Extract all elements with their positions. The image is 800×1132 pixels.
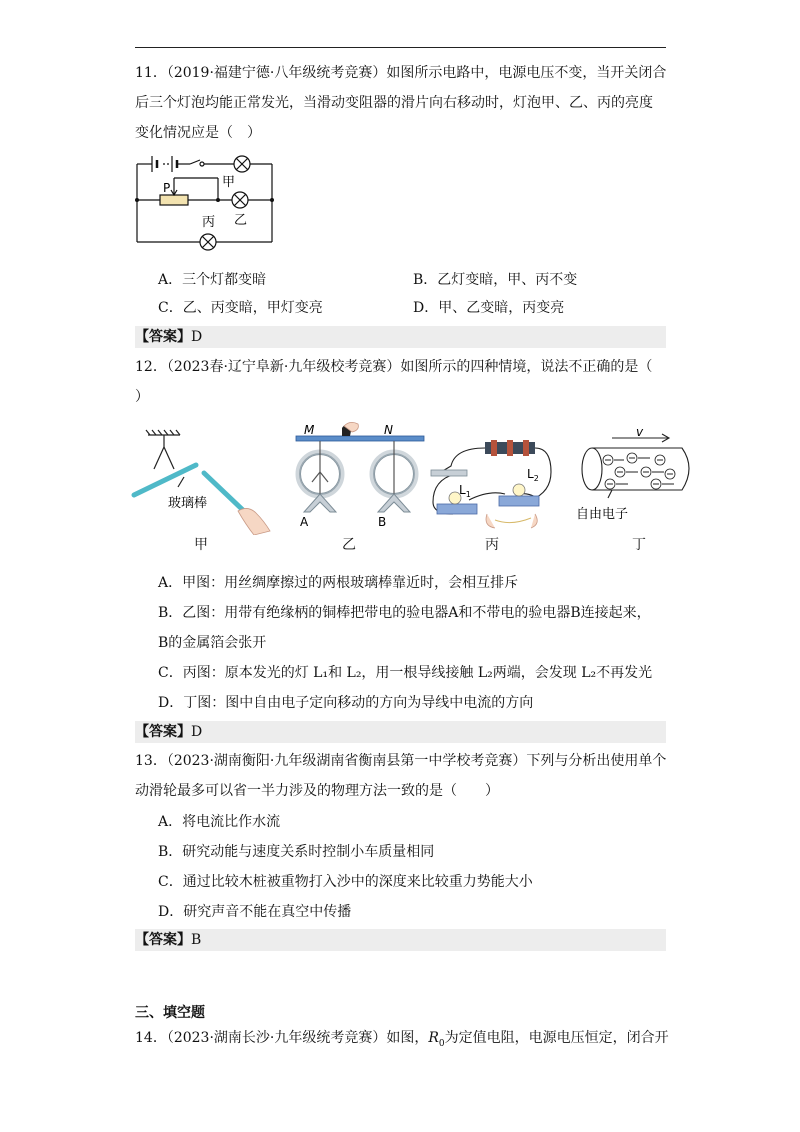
- q12-figure-bing: [425, 434, 557, 532]
- q12-text-line-1: 12．（2023春·辽宁阜新·九年级校考竞赛）如图所示的四种情境，说法不正确的是（: [135, 359, 653, 375]
- q12-caption-ding: 丁: [632, 537, 646, 553]
- q11-option-c: C．乙、丙变暗，甲灯变亮: [158, 300, 323, 316]
- header-rule: [135, 47, 666, 48]
- q14-text-post: 为定值电阻，电源电压恒定，闭合开: [444, 1030, 669, 1046]
- q12-label-b: B: [378, 515, 387, 529]
- q13-answer-key: 【答案】: [135, 932, 191, 948]
- q12-label-n: N: [384, 423, 393, 437]
- svg-text:L1: [459, 483, 471, 499]
- q12-label-electron: 自由电子: [576, 507, 629, 522]
- q11-answer-value: D: [191, 329, 203, 345]
- svg-text:L2: [527, 467, 539, 483]
- q13-option-b: B．研究动能与速度关系时控制小车质量相同: [158, 844, 435, 860]
- q11-answer-key: 【答案】: [135, 329, 191, 345]
- q11-text-line-1: 11．（2019·福建宁德·八年级统考竞赛）如图所示电路中，电源电压不变，当开关闭合: [135, 65, 667, 81]
- q14-text-line-1: [135, 1028, 669, 1054]
- q13-option-a: A．将电流比作水流: [158, 814, 281, 830]
- q14-r0: R: [428, 1030, 439, 1046]
- q12-answer-key: 【答案】: [135, 724, 191, 740]
- q11-option-d: D．甲、乙变暗，丙变亮: [413, 300, 565, 316]
- q13-option-c: C．通过比较木桩被重物打入沙中的深度来比较重力势能大小: [158, 874, 533, 890]
- q12-label-l2: L: [527, 467, 534, 481]
- q12-label-l1: L: [459, 483, 466, 497]
- q13-option-d: D．研究声音不能在真空中传播: [158, 904, 352, 920]
- q11-label-jia: 甲: [222, 175, 236, 190]
- q11-text-line-2: 后三个灯泡均能正常发光，当滑动变阻器的滑片向右移动时，灯泡甲、乙、丙的亮度: [135, 95, 653, 111]
- q12-figure-yi: [290, 422, 430, 534]
- q11-text-line-3: 变化情况应是（ ）: [135, 125, 261, 141]
- q12-answer-bar: [135, 721, 666, 743]
- q12-label-rod: 玻璃棒: [168, 496, 208, 511]
- q12-label-m: M: [304, 423, 315, 437]
- q12-figure-ding: [572, 428, 698, 532]
- q11-option-b: B．乙灯变暗，甲、丙不变: [413, 272, 578, 288]
- q12-label-l2-sub: 2: [533, 474, 539, 483]
- section-heading: 三、填空题: [135, 1005, 205, 1021]
- q11-answer-bar: [135, 326, 666, 348]
- q11-label-p: P: [163, 181, 171, 195]
- q13-answer-bar: [135, 929, 666, 951]
- q12-caption-bing: 丙: [485, 537, 499, 553]
- q13-answer-value: B: [191, 932, 202, 948]
- q12-option-a: A．甲图：用丝绸摩擦过的两根玻璃棒靠近时，会相互排斥: [158, 575, 519, 591]
- q12-caption-jia: 甲: [194, 537, 208, 553]
- q12-answer-value: D: [191, 724, 203, 740]
- q12-label-a: A: [300, 515, 309, 529]
- q12-option-b-line-2: B的金属箔会张开: [158, 635, 267, 651]
- q12-option-b-line-1: B．乙图：用带有绝缘柄的铜棒把带电的验电器A和不带电的验电器B连接起来，: [158, 605, 651, 621]
- q11-label-yi: 乙: [234, 213, 248, 228]
- q12-option-c: C．丙图：原本发光的灯 L₁和 L₂，用一根导线接触 L₂两端，会发现 L₂不再发光: [158, 665, 653, 681]
- q12-figure-jia: [130, 425, 280, 535]
- q14-r0-sub: 0: [438, 1038, 445, 1049]
- q11-label-bing: 丙: [202, 215, 216, 230]
- q11-option-a: A．三个灯都变暗: [158, 272, 267, 288]
- q11-circuit-diagram: [130, 150, 280, 252]
- q12-option-d: D．丁图：图中自由电子定向移动的方向为导线中电流的方向: [158, 695, 534, 711]
- q12-text-line-2: ）: [135, 389, 149, 405]
- q13-text-line-2: 动滑轮最多可以省一半力涉及的物理方法一致的是（ ）: [135, 783, 499, 799]
- q12-caption-yi: 乙: [342, 537, 356, 553]
- q14-text-pre: 14．（2023·湖南长沙·九年级统考竞赛）如图，: [135, 1030, 429, 1046]
- q12-label-l1-sub: 1: [465, 490, 471, 499]
- q13-text-line-1: 13．（2023·湖南衡阳·九年级湖南省衡南县第一中学校考竞赛）下列与分析出使用单个: [135, 753, 667, 769]
- q12-label-v: v: [636, 428, 644, 439]
